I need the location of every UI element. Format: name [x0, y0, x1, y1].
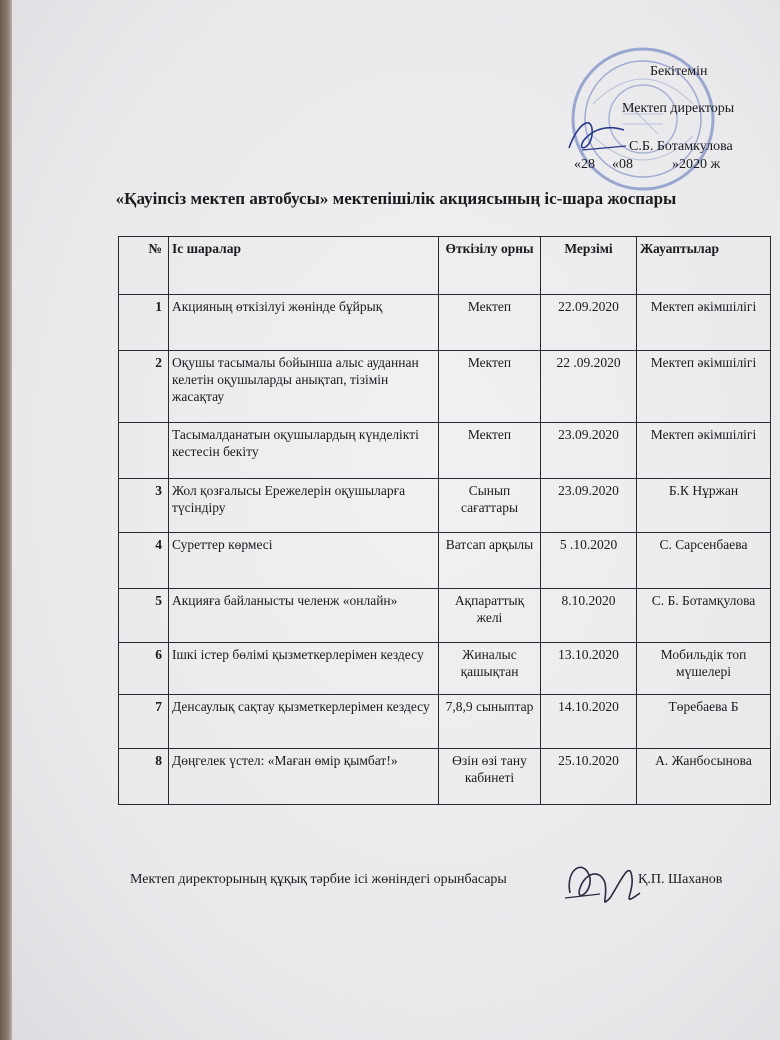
cell-date: 23.09.2020: [541, 479, 637, 533]
deputy-signature: [560, 848, 650, 918]
cell-num: 7: [119, 695, 169, 749]
document-page: [12, 0, 780, 1040]
header-event: Іс шаралар: [169, 237, 439, 295]
table-row: [119, 479, 771, 533]
cell-num: [119, 423, 169, 479]
cell-location: Өзін өзі тану кабинеті: [439, 749, 541, 805]
cell-event: Денсаулық сақтау қызметкерлерімен кездесу: [169, 695, 439, 749]
header-responsible: Жауаптылар: [637, 237, 771, 295]
event-plan-table: [118, 236, 771, 805]
cell-event: Жол қозғалысы Ережелерін оқушыларға түсіндіру: [169, 479, 439, 533]
cell-responsible: А. Жанбосынова: [637, 749, 771, 805]
cell-event: Тасымалданатын оқушылардың күнделікті кестесін бекіту: [169, 423, 439, 479]
cell-responsible: Мобильдік топ мүшелері: [637, 643, 771, 695]
cell-location: Мектеп: [439, 351, 541, 423]
cell-location: Мектеп: [439, 423, 541, 479]
table-row: [119, 295, 771, 351]
cell-responsible: Б.К Нұржан: [637, 479, 771, 533]
cell-event: Акцияға байланысты челенж «онлайн»: [169, 589, 439, 643]
cell-event: Суреттер көрмесі: [169, 533, 439, 589]
cell-event: Дөңгелек үстел: «Маған өмір қымбат!»: [169, 749, 439, 805]
header-date: Мерзімі: [541, 237, 637, 295]
table-row: [119, 589, 771, 643]
cell-event: Ішкі істер бөлімі қызметкерлерімен кездесу: [169, 643, 439, 695]
cell-date: 5 .10.2020: [541, 533, 637, 589]
table-row: [119, 533, 771, 589]
cell-date: 8.10.2020: [541, 589, 637, 643]
cell-responsible: С. Б. Ботамқулова: [637, 589, 771, 643]
cell-location: Жиналыс қашықтан: [439, 643, 541, 695]
table-header-row: [119, 237, 771, 295]
cell-responsible: С. Сарсенбаева: [637, 533, 771, 589]
director-name: С.Б. Ботамкулова: [629, 139, 733, 154]
cell-location: Ақпараттық желі: [439, 589, 541, 643]
header-num: №: [119, 237, 169, 295]
cell-event: Акцияның өткізілуі жөнінде бұйрық: [169, 295, 439, 351]
table-row: [119, 643, 771, 695]
document-title: «Қауіпсіз мектеп автобусы» мектепішілік акциясының іс-шара жоспары: [115, 189, 677, 208]
table-row: [119, 749, 771, 805]
cell-date: 13.10.2020: [541, 643, 637, 695]
approval-date-year: »2020 ж: [672, 157, 721, 172]
cell-location: Сынып сағаттары: [439, 479, 541, 533]
cell-num: 6: [119, 643, 169, 695]
cell-num: 8: [119, 749, 169, 805]
cell-responsible: Мектеп әкімшілігі: [637, 295, 771, 351]
cell-num: 4: [119, 533, 169, 589]
cell-date: 22 .09.2020: [541, 351, 637, 423]
cell-responsible: Мектеп әкімшілігі: [637, 423, 771, 479]
table-row: [119, 695, 771, 749]
table-row: [119, 351, 771, 423]
cell-responsible: Төребаева Б: [637, 695, 771, 749]
cell-event: Оқушы тасымалы бойынша алыс ауданнан келетін оқушыларды анықтап, тізімін жасақтау: [169, 351, 439, 423]
cell-location: 7,8,9 сыныптар: [439, 695, 541, 749]
cell-num: 1: [119, 295, 169, 351]
director-signature: [564, 110, 634, 160]
cell-date: 25.10.2020: [541, 749, 637, 805]
cell-date: 22.09.2020: [541, 295, 637, 351]
approval-date-day: «28: [574, 157, 595, 172]
deputy-role: Мектеп директорының құқық тәрбие ісі жөніндегі орынбасары: [130, 872, 507, 887]
cell-location: Мектеп: [439, 295, 541, 351]
approve-word: Бекітемін: [650, 64, 708, 79]
footer-signature-line: [130, 872, 723, 888]
deputy-name: Қ.П. Шаханов: [638, 872, 723, 887]
cell-responsible: Мектеп әкімшілігі: [637, 351, 771, 423]
cell-date: 14.10.2020: [541, 695, 637, 749]
cell-num: 2: [119, 351, 169, 423]
cell-num: 3: [119, 479, 169, 533]
director-position: Мектеп директоры: [622, 101, 735, 116]
table-row: [119, 423, 771, 479]
cell-date: 23.09.2020: [541, 423, 637, 479]
approval-date-month: «08: [612, 157, 633, 172]
cell-num: 5: [119, 589, 169, 643]
cell-location: Ватсап арқылы: [439, 533, 541, 589]
header-location: Өткізілу орны: [439, 237, 541, 295]
